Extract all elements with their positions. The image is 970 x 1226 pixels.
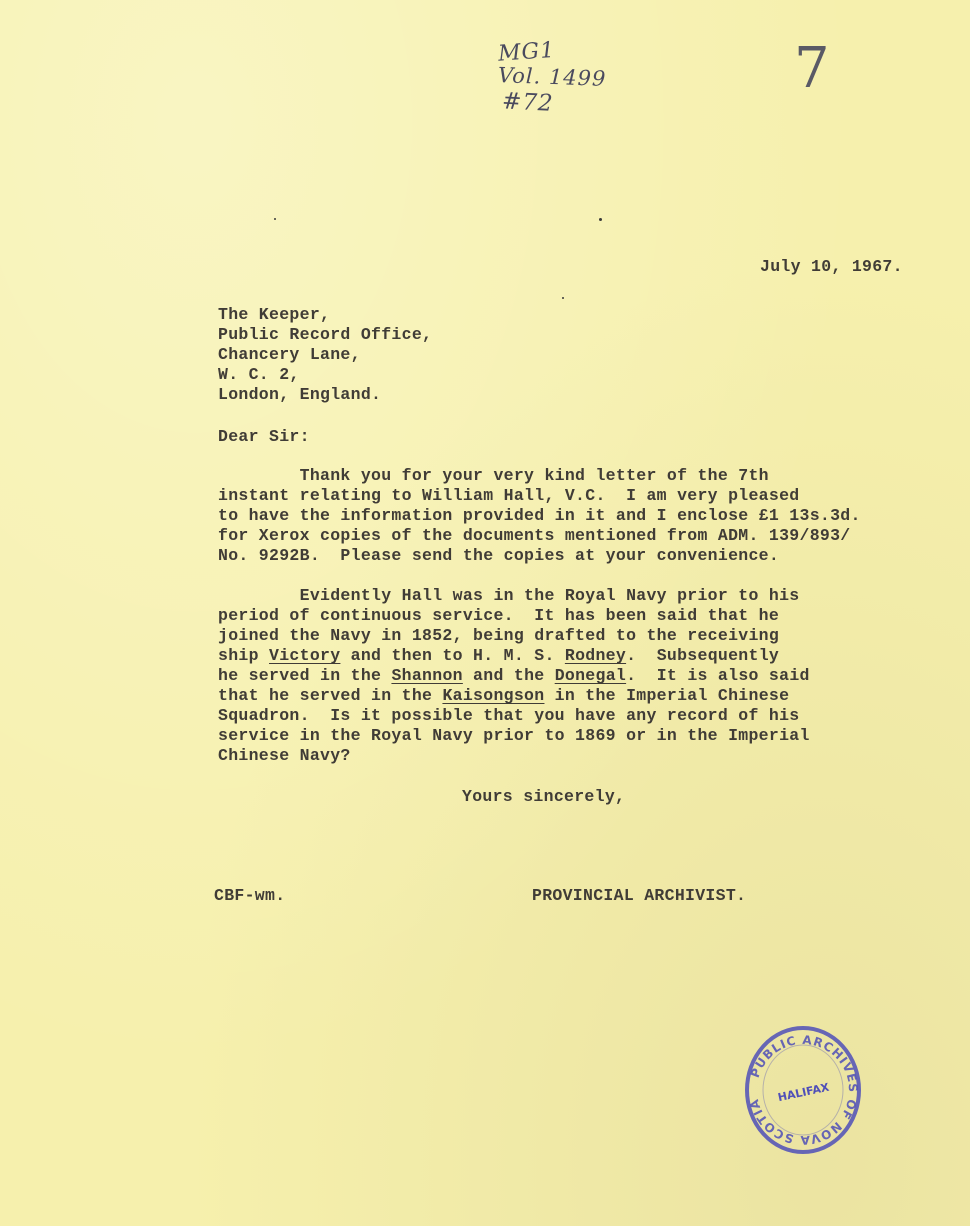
annotation-line-2: Vol. 1499 — [497, 63, 607, 91]
typist-initials: CBF-wm. — [214, 886, 286, 905]
paragraph-line: for Xerox copies of the documents mentioned from ADM. 139/893/ — [218, 526, 851, 545]
paragraph-line: to have the information provided in it and I enclose £1 13s.3d. — [218, 506, 861, 525]
paragraph-line: Squadron. Is it possible that you have any record of his — [218, 706, 800, 725]
letter-date: July 10, 1967. — [760, 257, 903, 276]
annotation-line-1: MG1 — [497, 37, 556, 67]
paragraph-line: Chinese Navy? — [218, 746, 351, 765]
ship-name-donegal: Donegal — [554, 666, 627, 685]
paper-speck — [599, 218, 602, 221]
ship-name-kaisongson: Kaisongson — [442, 686, 545, 705]
stamp-icon — [744, 1024, 862, 1156]
text-segment: he served in the — [218, 666, 392, 685]
archives-stamp — [744, 1024, 862, 1156]
paragraph-line: No. 9292B. Please send the copies at your convenience. — [218, 546, 780, 565]
stamp-outer-text: PUBLIC ARCHIVES OF NOVA SCOTIA — [746, 1032, 861, 1148]
address-line: Chancery Lane, — [218, 345, 361, 364]
paragraph-line — [218, 666, 810, 686]
page-number-annotation: 7 — [794, 36, 831, 101]
text-segment: that he served in the — [218, 686, 443, 705]
closing: Yours sincerely, — [462, 787, 626, 806]
address-line: Public Record Office, — [218, 325, 433, 344]
text-segment: . Subsequently — [626, 646, 780, 665]
paragraph-line — [218, 686, 789, 706]
paragraph-line: Evidently Hall was in the Royal Navy prior to his — [218, 586, 800, 605]
annotation-line-3: #72 — [501, 88, 555, 117]
text-segment: and the — [462, 666, 555, 685]
salutation: Dear Sir: — [218, 427, 310, 446]
paragraph-line: joined the Navy in 1852, being drafted to the receiving — [218, 626, 780, 645]
stamp-center-text: HALIFAX — [776, 1080, 831, 1105]
paragraph-line: Thank you for your very kind letter of the 7th — [218, 466, 769, 485]
ship-name-victory: Victory — [269, 646, 341, 665]
paragraph-line: instant relating to William Hall, V.C. I am very pleased — [218, 486, 800, 505]
paper-speck — [274, 218, 276, 220]
paragraph-line — [218, 646, 779, 666]
paper-speck — [562, 297, 564, 299]
address-line: W. C. 2, — [218, 365, 300, 384]
paragraph-line: service in the Royal Navy prior to 1869 or in the Imperial — [218, 726, 810, 745]
ship-name-rodney: Rodney — [564, 646, 627, 665]
text-segment: . It is also said — [626, 666, 810, 685]
text-segment: and then to H. M. S. — [340, 646, 565, 665]
text-segment: ship — [218, 646, 270, 665]
address-line: The Keeper, — [218, 305, 331, 324]
paragraph-line: period of continuous service. It has been said that he — [218, 606, 780, 625]
archive-reference-annotation — [498, 38, 606, 117]
ship-name-shannon: Shannon — [391, 666, 463, 685]
signature-title: PROVINCIAL ARCHIVIST. — [532, 886, 747, 905]
text-segment: in the Imperial Chinese — [544, 686, 790, 705]
address-line: London, England. — [218, 385, 382, 404]
